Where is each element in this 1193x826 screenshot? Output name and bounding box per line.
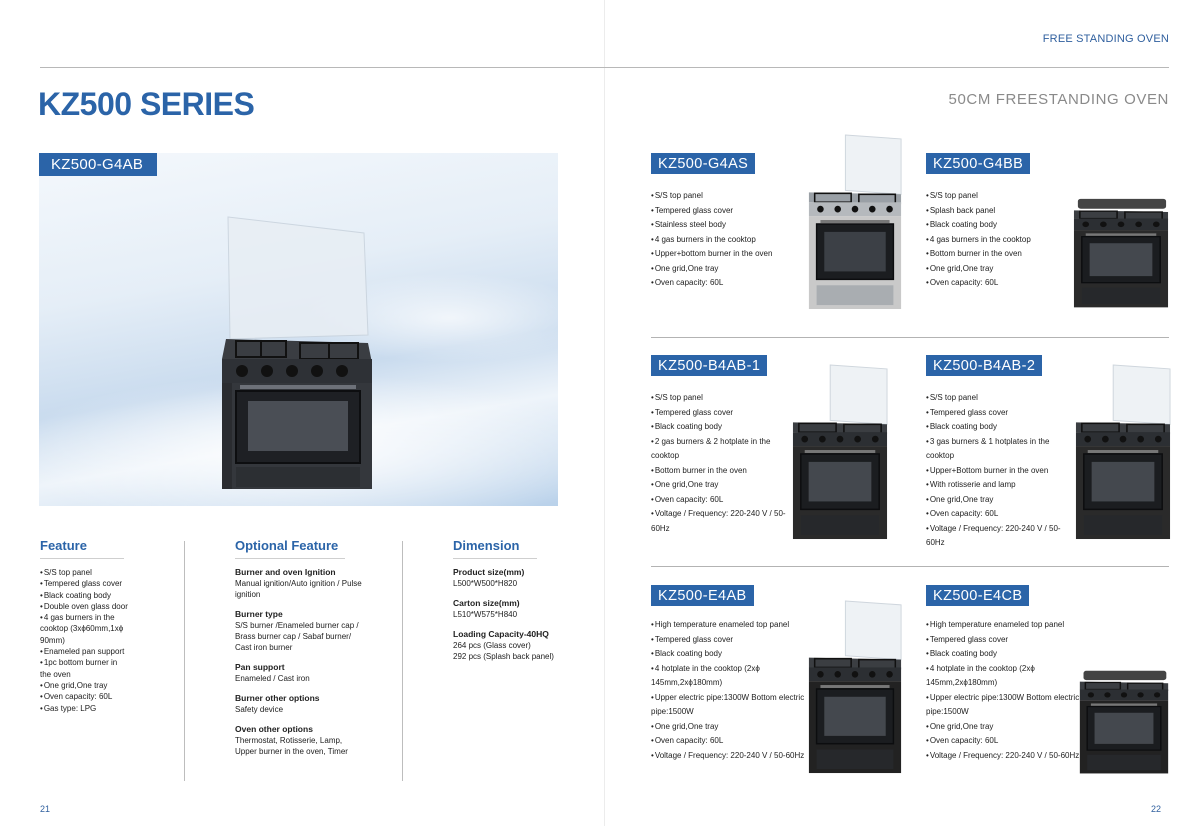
product-feature-item: • Tempered glass cover bbox=[926, 633, 1086, 648]
column-divider bbox=[184, 541, 185, 781]
product-feature-list bbox=[926, 189, 1071, 291]
feature-item: • Enameled pan support bbox=[40, 646, 130, 657]
dimension-block bbox=[453, 567, 573, 589]
product-model-label: KZ500-B4AB-2 bbox=[926, 355, 1042, 376]
product-feature-item: • Tempered glass cover bbox=[651, 406, 791, 421]
optional-feature-title: Oven other options bbox=[235, 724, 313, 734]
oven-product-illustration bbox=[1072, 161, 1170, 314]
feature-heading: Feature bbox=[40, 538, 124, 559]
product-feature-item: • One grid,One tray bbox=[651, 478, 791, 493]
row-separator bbox=[651, 566, 1169, 567]
dimension-title: Loading Capacity-40HQ bbox=[453, 629, 549, 639]
product-feature-list bbox=[926, 391, 1071, 551]
feature-item: • Tempered glass cover bbox=[40, 578, 130, 589]
product-feature-item: • One grid,One tray bbox=[926, 720, 1086, 735]
product-feature-item: • Black coating body bbox=[926, 420, 1071, 435]
optional-feature-title: Burner type bbox=[235, 609, 283, 619]
optional-feature-title: Pan support bbox=[235, 662, 285, 672]
optional-feature-title: Burner and oven Ignition bbox=[235, 567, 336, 577]
product-feature-item: • Oven capacity: 60L bbox=[651, 493, 791, 508]
product-model-label: KZ500-E4CB bbox=[926, 585, 1029, 606]
hero-model-label: KZ500-G4AB bbox=[39, 153, 157, 176]
optional-feature-column bbox=[235, 537, 365, 766]
product-model-label: KZ500-E4AB bbox=[651, 585, 754, 606]
product-feature-item: • Stainless steel body bbox=[651, 218, 801, 233]
product-card bbox=[926, 355, 1171, 565]
product-feature-item: • 3 gas burners & 1 hotplates in the cooktop bbox=[926, 435, 1071, 464]
product-feature-item: • One grid,One tray bbox=[926, 262, 1071, 277]
dimension-block bbox=[453, 598, 573, 620]
dimension-heading: Dimension bbox=[453, 538, 537, 559]
dimension-value: 264 pcs (Glass cover) bbox=[453, 641, 531, 650]
optional-feature-text: Thermostat, Rotisserie, Lamp, Upper burner in the oven, Timer bbox=[235, 736, 348, 756]
product-feature-item: • Black coating body bbox=[926, 218, 1071, 233]
product-feature-item: • S/S top panel bbox=[651, 391, 791, 406]
product-feature-item: • High temperature enameled top panel bbox=[926, 618, 1086, 633]
product-feature-item: • One grid,One tray bbox=[651, 262, 801, 277]
product-card bbox=[651, 153, 896, 363]
page-number-left: 21 bbox=[40, 804, 51, 814]
product-feature-item: • Voltage / Frequency: 220-240 V / 50-60Hz bbox=[651, 507, 791, 536]
product-feature-item: • Splash back panel bbox=[926, 204, 1071, 219]
column-divider bbox=[402, 541, 403, 781]
subtitle: 50CM FREESTANDING OVEN bbox=[948, 91, 1169, 108]
optional-feature-text: Enameled / Cast iron bbox=[235, 674, 310, 683]
dimension-title: Product size(mm) bbox=[453, 567, 525, 577]
product-feature-item: • Oven capacity: 60L bbox=[926, 507, 1071, 522]
product-feature-item: • Tempered glass cover bbox=[651, 633, 811, 648]
product-card bbox=[651, 355, 896, 565]
product-feature-item: • High temperature enameled top panel bbox=[651, 618, 811, 633]
product-feature-item: • With rotisserie and lamp bbox=[926, 478, 1071, 493]
product-card bbox=[651, 585, 896, 795]
feature-column bbox=[40, 537, 130, 714]
running-head: FREE STANDING OVEN bbox=[1042, 33, 1169, 45]
optional-feature-block bbox=[235, 567, 365, 600]
product-card bbox=[926, 153, 1171, 363]
optional-feature-text: Manual ignition/Auto ignition / Pulse ignition bbox=[235, 579, 362, 599]
product-feature-item: • 4 hotplate in the cooktop (2xϕ 145mm,2xϕ180mm) bbox=[926, 662, 1086, 691]
feature-list bbox=[40, 567, 130, 714]
product-feature-item: • Bottom burner in the oven bbox=[926, 247, 1071, 262]
product-feature-item: • 2 gas burners & 2 hotplate in the cooktop bbox=[651, 435, 791, 464]
product-feature-item: • Bottom burner in the oven bbox=[651, 464, 791, 479]
optional-feature-text: Safety device bbox=[235, 705, 284, 714]
optional-feature-heading: Optional Feature bbox=[235, 538, 345, 559]
optional-feature-block bbox=[235, 724, 365, 757]
dimension-value: L500*W500*H820 bbox=[453, 579, 518, 588]
product-feature-item: • Upper+bottom burner in the oven bbox=[651, 247, 801, 262]
product-feature-item: • Upper electric pipe:1300W Bottom electric pipe:1500W bbox=[926, 691, 1086, 720]
product-feature-item: • Oven capacity: 60L bbox=[651, 734, 811, 749]
optional-feature-block bbox=[235, 693, 365, 715]
feature-item: • 1pc bottom burner in the oven bbox=[40, 657, 130, 680]
product-feature-list bbox=[651, 189, 801, 291]
oven-product-illustration bbox=[1074, 363, 1172, 546]
page-number-right: 22 bbox=[1150, 804, 1161, 814]
product-feature-item: • One grid,One tray bbox=[926, 493, 1071, 508]
product-feature-item: • S/S top panel bbox=[926, 391, 1071, 406]
page-spine bbox=[604, 0, 605, 826]
feature-item: • One grid,One tray bbox=[40, 680, 130, 691]
oven-product-illustration bbox=[1078, 635, 1170, 780]
product-feature-item: • Tempered glass cover bbox=[926, 406, 1071, 421]
product-feature-item: • Voltage / Frequency: 220-240 V / 50-60Hz bbox=[651, 749, 811, 764]
product-card bbox=[926, 585, 1171, 795]
product-feature-item: • Oven capacity: 60L bbox=[926, 276, 1071, 291]
feature-item: • Double oven glass door bbox=[40, 601, 130, 612]
product-feature-item: • One grid,One tray bbox=[651, 720, 811, 735]
series-title: KZ500 SERIES bbox=[38, 86, 255, 122]
oven-product-illustration bbox=[807, 599, 903, 780]
product-feature-item: • 4 gas burners in the cooktop bbox=[651, 233, 801, 248]
product-model-label: KZ500-B4AB-1 bbox=[651, 355, 767, 376]
dimension-value: L510*W575*H840 bbox=[453, 610, 518, 619]
product-feature-item: • Black coating body bbox=[651, 647, 811, 662]
oven-hero-illustration bbox=[222, 215, 372, 493]
header-rule bbox=[40, 67, 1169, 68]
product-feature-item: • Oven capacity: 60L bbox=[651, 276, 801, 291]
product-feature-item: • Black coating body bbox=[926, 647, 1086, 662]
dimension-title: Carton size(mm) bbox=[453, 598, 520, 608]
optional-feature-block bbox=[235, 609, 365, 653]
product-feature-item: • Voltage / Frequency: 220-240 V / 50-60Hz bbox=[926, 749, 1086, 764]
product-feature-item: • 4 gas burners in the cooktop bbox=[926, 233, 1071, 248]
feature-item: • Black coating body bbox=[40, 590, 130, 601]
dimension-value: 292 pcs (Splash back panel) bbox=[453, 652, 554, 661]
product-feature-item: • 4 hotplate in the cooktop (2xϕ 145mm,2xϕ180mm) bbox=[651, 662, 811, 691]
row-separator bbox=[651, 337, 1169, 338]
product-feature-item: • Oven capacity: 60L bbox=[926, 734, 1086, 749]
product-feature-list bbox=[926, 618, 1086, 763]
hero-image bbox=[39, 153, 558, 506]
product-feature-item: • S/S top panel bbox=[926, 189, 1071, 204]
product-feature-item: • Tempered glass cover bbox=[651, 204, 801, 219]
product-feature-item: • Upper+Bottom burner in the oven bbox=[926, 464, 1071, 479]
product-feature-item: • Voltage / Frequency: 220-240 V / 50-60Hz bbox=[926, 522, 1071, 551]
oven-product-illustration bbox=[807, 133, 903, 316]
product-feature-item: • Black coating body bbox=[651, 420, 791, 435]
product-feature-list bbox=[651, 391, 791, 536]
dimension-column bbox=[453, 537, 573, 671]
feature-item: • Gas type: LPG bbox=[40, 703, 130, 714]
product-model-label: KZ500-G4AS bbox=[651, 153, 755, 174]
optional-feature-title: Burner other options bbox=[235, 693, 320, 703]
dimension-block bbox=[453, 629, 573, 662]
product-feature-list bbox=[651, 618, 811, 763]
optional-feature-text: S/S burner /Enameled burner cap / Brass burner cap / Sabaf burner/ Cast iron burner bbox=[235, 621, 359, 652]
feature-item: • Oven capacity: 60L bbox=[40, 691, 130, 702]
product-feature-item: • Upper electric pipe:1300W Bottom electric pipe:1500W bbox=[651, 691, 811, 720]
optional-feature-block bbox=[235, 662, 365, 684]
oven-product-illustration bbox=[791, 363, 889, 546]
product-model-label: KZ500-G4BB bbox=[926, 153, 1030, 174]
product-feature-item: • S/S top panel bbox=[651, 189, 801, 204]
feature-item: • S/S top panel bbox=[40, 567, 130, 578]
optional-feature-blocks bbox=[235, 567, 365, 757]
dimension-blocks bbox=[453, 567, 573, 662]
feature-item: • 4 gas burners in the cooktop (3xϕ60mm,1xϕ 90mm) bbox=[40, 612, 130, 646]
